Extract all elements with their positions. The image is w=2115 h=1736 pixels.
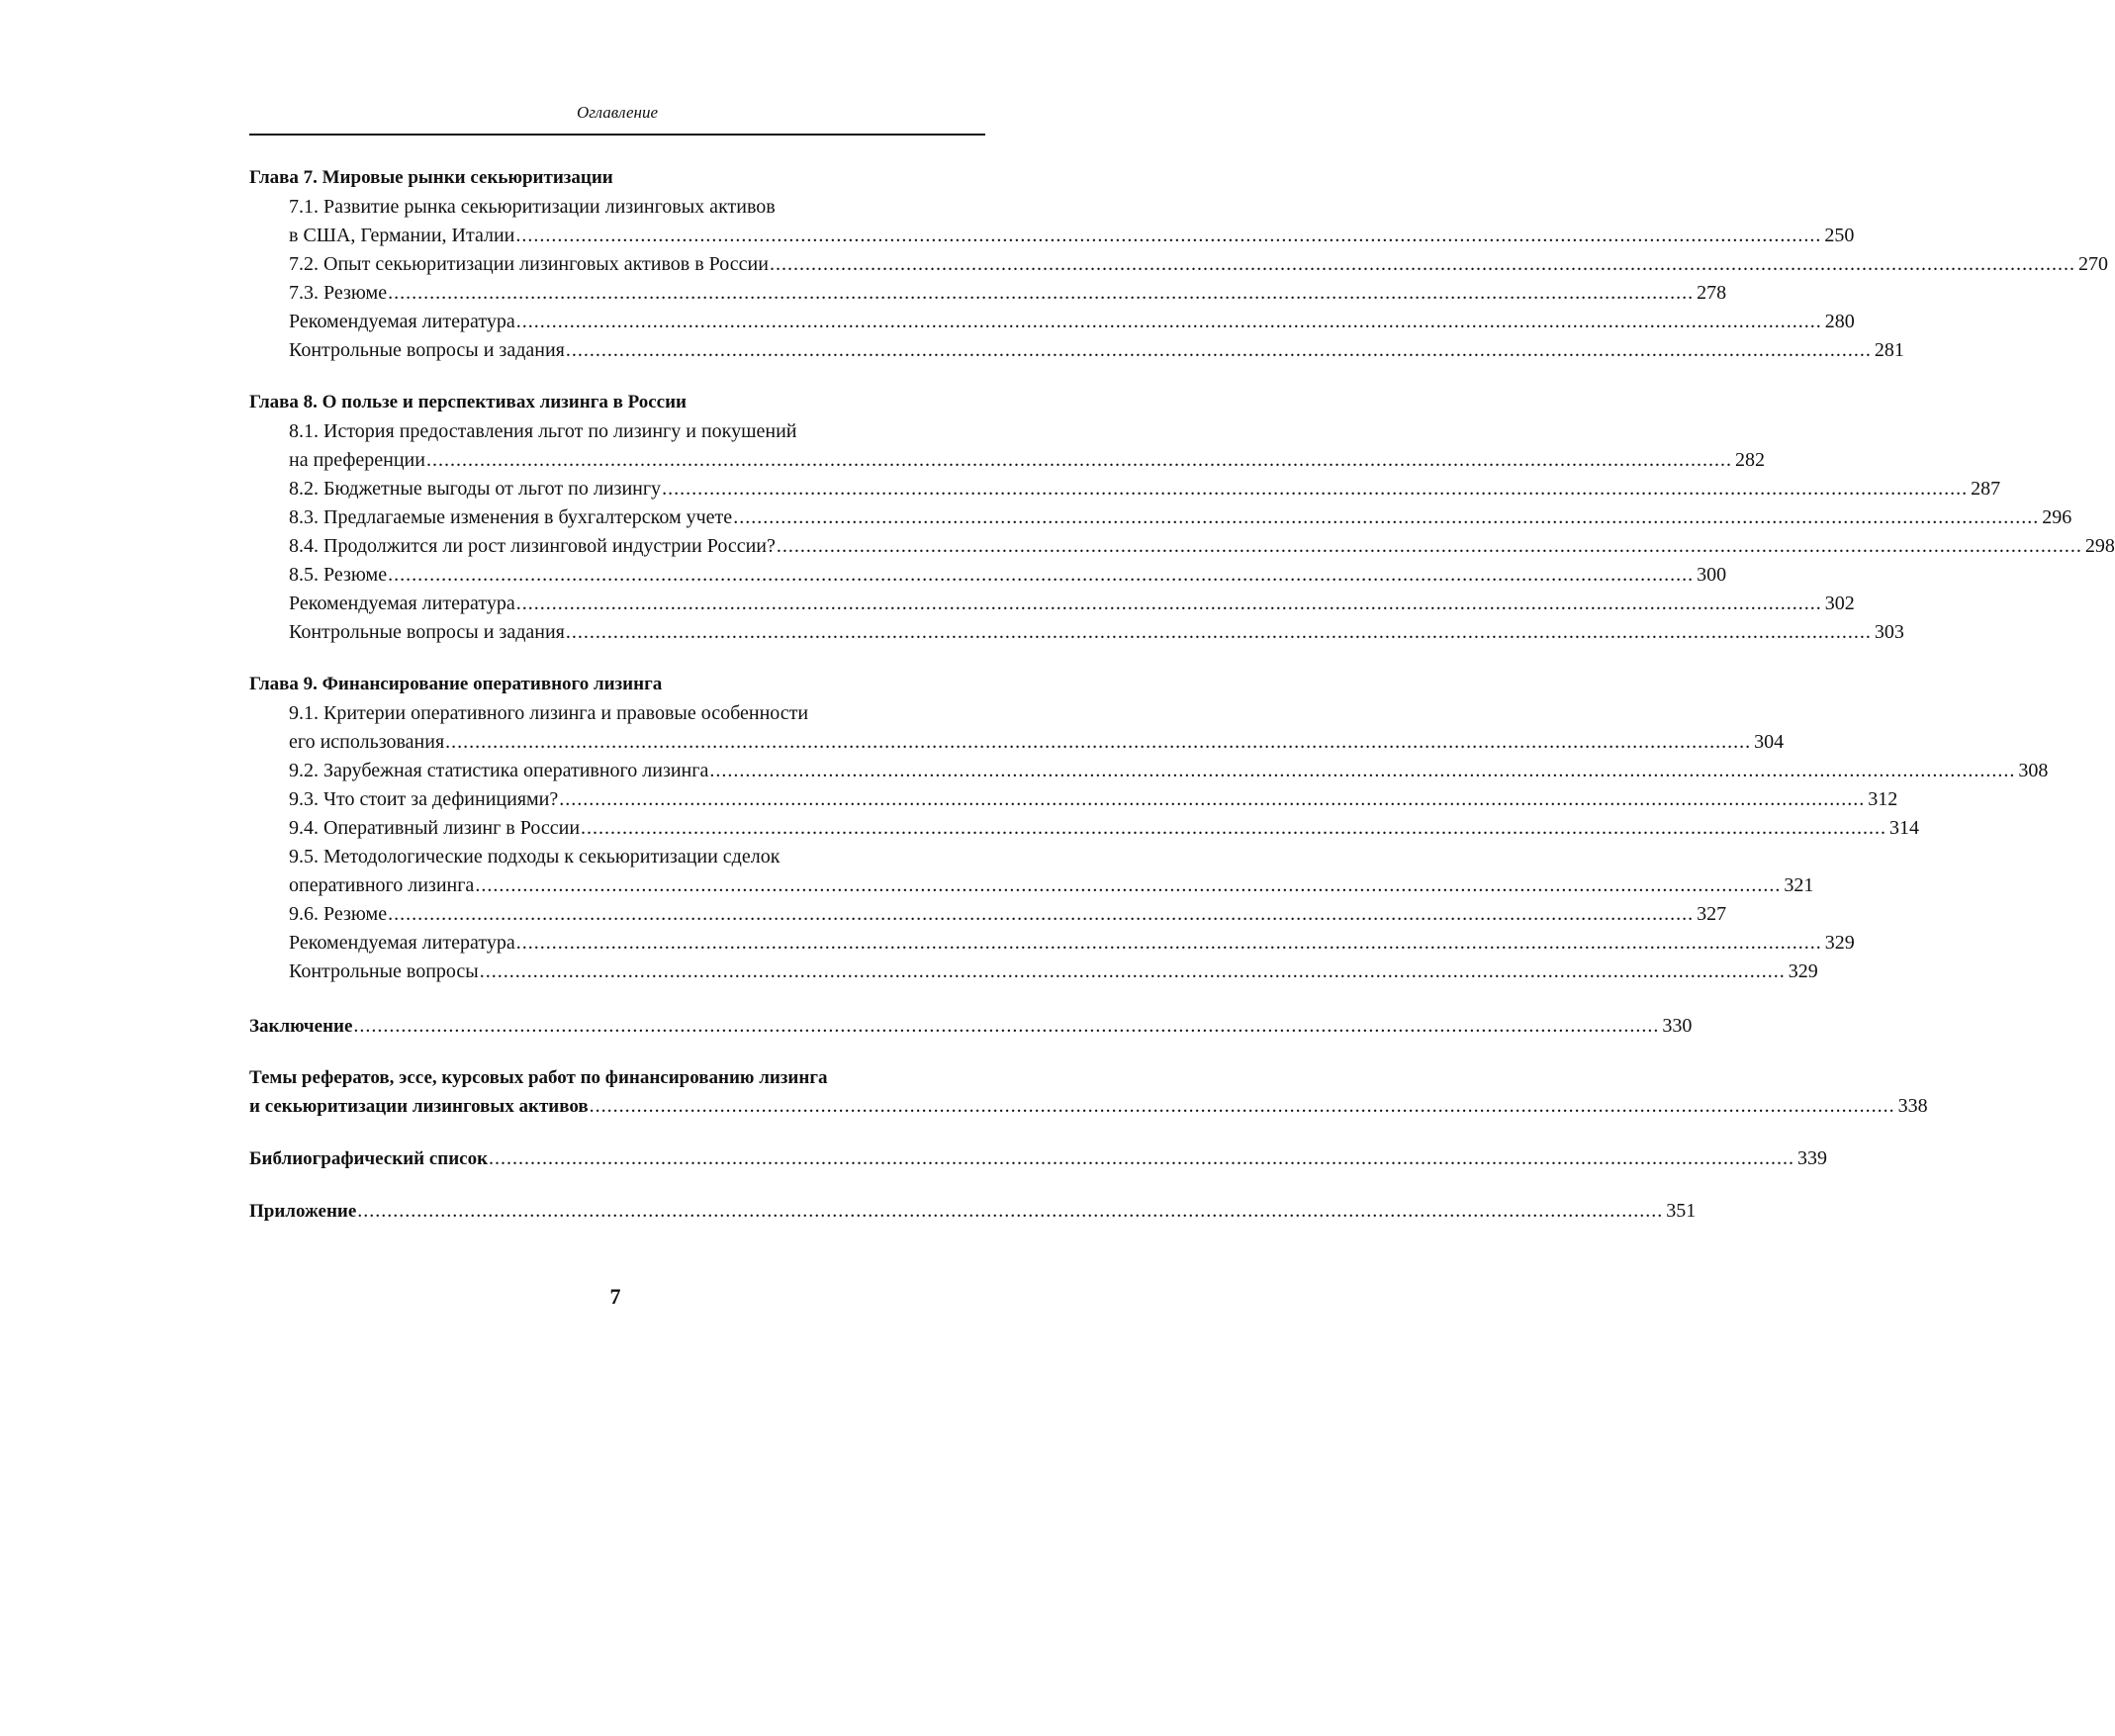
entry-title-line: Приложение [249, 1201, 357, 1222]
entry-title-line: на преференции [289, 449, 425, 471]
page-number-ref: 312 [1868, 788, 1898, 810]
leader-row [289, 618, 1904, 647]
back-matter-entry[interactable] [249, 1064, 1928, 1121]
entry-title-line: Контрольные вопросы и задания [289, 621, 565, 643]
page-number-ref: 314 [1889, 817, 1920, 839]
entry-title-line: 8.4. Продолжится ли рост лизинговой индустрии России? [289, 535, 776, 557]
leader-row [289, 785, 1898, 814]
entry-title-line: Рекомендуемая литература [289, 593, 515, 614]
entry-title-line: Рекомендуемая литература [289, 311, 515, 332]
toc-entry[interactable] [249, 279, 1727, 308]
entry-title-line: его использования [289, 731, 445, 753]
header-rule [249, 134, 985, 136]
toc-entry[interactable] [249, 308, 1855, 336]
leader-row [289, 336, 1904, 365]
toc-entry[interactable] [249, 561, 1727, 590]
dot-leader: ............................................................................................................................................................................................................................ [662, 478, 1969, 500]
leader-row [289, 561, 1727, 590]
entry-title-line: Заключение [249, 1016, 353, 1037]
entry-title-line: 9.4. Оперативный лизинг в России [289, 817, 581, 839]
chapter-title: Глава 7. Мировые рынки секьюритизации [249, 167, 613, 188]
page-number-ref: 302 [1824, 593, 1855, 614]
page-number-ref: 329 [1788, 960, 1818, 982]
page-number-ref: 280 [1824, 311, 1855, 332]
leader-row [289, 308, 1855, 336]
dot-leader: ............................................................................................................................................................................................................................ [388, 282, 1695, 304]
dot-leader: ............................................................................................................................................................................................................................ [388, 903, 1695, 925]
entry-title-line: 7.3. Резюме [289, 282, 388, 304]
page-number-ref: 330 [1662, 1015, 1693, 1037]
chapter-title: Глава 9. Финансирование оперативного лизинга [249, 674, 663, 694]
dot-leader: ............................................................................................................................................................................................................................ [425, 449, 1732, 471]
page-number-ref: 321 [1784, 874, 1814, 896]
toc-entry[interactable] [249, 757, 2049, 785]
entry-title-line: 9.5. Методологические подходы к секьюритизации сделок [289, 846, 781, 868]
toc-entry[interactable] [249, 475, 2001, 503]
page-number-ref: 282 [1734, 449, 1765, 471]
dot-leader: ............................................................................................................................................................................................................................ [357, 1200, 1664, 1222]
leader-row [289, 475, 2001, 503]
leader-row [249, 1092, 1928, 1121]
page-number-ref: 303 [1874, 621, 1904, 643]
back-matter-entry[interactable] [249, 1144, 1828, 1173]
dot-leader: ............................................................................................................................................................................................................................ [388, 564, 1695, 586]
dot-leader: ............................................................................................................................................................................................................................ [515, 932, 1822, 954]
entry-title-line: 9.2. Зарубежная статистика оперативного лизинга [289, 760, 709, 781]
leader-row [289, 958, 1818, 986]
dot-leader: ............................................................................................................................................................................................................................ [581, 817, 1887, 839]
entry-title-line: 9.1. Критерии оперативного лизинга и правовые особенности [289, 702, 809, 724]
page-number-ref: 300 [1697, 564, 1727, 586]
entry-title-line: 8.5. Резюме [289, 564, 388, 586]
toc-entry[interactable] [249, 958, 1818, 986]
dot-leader: ............................................................................................................................................................................................................................ [776, 535, 2082, 557]
toc-entry[interactable] [249, 503, 2072, 532]
leader-row [289, 279, 1727, 308]
page-number-ref: 351 [1666, 1200, 1697, 1222]
dot-leader: ............................................................................................................................................................................................................................ [515, 225, 1822, 246]
entry-title-line: Рекомендуемая литература [289, 932, 515, 954]
toc-entry[interactable] [249, 699, 1785, 757]
page-number: 7 [609, 1284, 621, 1309]
page-number-ref: 339 [1797, 1147, 1828, 1169]
toc-entry[interactable] [249, 929, 1855, 958]
leader-row [289, 250, 2108, 279]
leader-row [249, 1197, 1697, 1226]
leader-row [249, 1144, 1828, 1173]
page-number-ref: 287 [1971, 478, 2001, 500]
dot-leader: ............................................................................................................................................................................................................................ [589, 1095, 1895, 1117]
page-number-ref: 304 [1754, 731, 1785, 753]
leader-row [249, 1012, 1693, 1041]
page-number-ref: 338 [1897, 1095, 1928, 1117]
dot-leader: ............................................................................................................................................................................................................................ [733, 506, 2040, 528]
toc-entry[interactable] [249, 785, 1898, 814]
toc-entry[interactable] [249, 417, 1765, 475]
toc-entry[interactable] [249, 618, 1904, 647]
toc-entry[interactable] [249, 250, 2108, 279]
entry-title-line: и секьюритизации лизинговых активов [249, 1096, 589, 1117]
dot-leader: ............................................................................................................................................................................................................................ [515, 311, 1822, 332]
page-number-ref: 308 [2018, 760, 2049, 781]
entry-title-line: 7.1. Развитие рынка секьюритизации лизинговых активов [289, 196, 776, 218]
dot-leader: ............................................................................................................................................................................................................................ [565, 621, 1872, 643]
dot-leader: ............................................................................................................................................................................................................................ [353, 1015, 1660, 1037]
leader-row [289, 503, 2072, 532]
entry-title-line: 9.3. Что стоит за дефинициями? [289, 788, 559, 810]
dot-leader: ............................................................................................................................................................................................................................ [565, 339, 1872, 361]
dot-leader: ............................................................................................................................................................................................................................ [769, 253, 2075, 275]
toc-entry[interactable] [249, 900, 1727, 929]
entry-title-line: в США, Германии, Италии [289, 225, 515, 246]
toc-entry[interactable] [249, 590, 1855, 618]
page-number-ref: 250 [1824, 225, 1855, 246]
table-of-contents [249, 166, 2115, 1249]
entry-title-line: Контрольные вопросы [289, 960, 479, 982]
dot-leader: ............................................................................................................................................................................................................................ [445, 731, 1752, 753]
toc-entry[interactable] [249, 532, 2115, 561]
dot-leader: ............................................................................................................................................................................................................................ [559, 788, 1866, 810]
page-number-ref: 296 [2042, 506, 2072, 528]
chapter-section [249, 166, 2108, 365]
dot-leader: ............................................................................................................................................................................................................................ [475, 874, 1782, 896]
leader-row [289, 814, 1920, 843]
dot-leader: ............................................................................................................................................................................................................................ [515, 593, 1822, 614]
entry-title-line: Темы рефератов, эссе, курсовых работ по финансированию лизинга [249, 1067, 828, 1088]
back-matter-entry[interactable] [249, 1012, 1693, 1041]
toc-entry[interactable] [249, 814, 1920, 843]
page-number-ref: 281 [1874, 339, 1904, 361]
leader-row [289, 929, 1855, 958]
toc-entry[interactable] [249, 336, 1904, 365]
entry-title-line: 9.6. Резюме [289, 903, 388, 925]
leader-row [289, 728, 1785, 757]
leader-row [289, 222, 1855, 250]
entry-title-line: 8.2. Бюджетные выгоды от льгот по лизингу [289, 478, 662, 500]
entry-title-line: Библиографический список [249, 1148, 489, 1169]
back-matter-entry[interactable] [249, 1197, 1697, 1226]
leader-row [289, 900, 1727, 929]
page-number-ref: 278 [1697, 282, 1727, 304]
chapter-title: Глава 8. О пользе и перспективах лизинга в России [249, 392, 687, 412]
leader-row [289, 532, 2115, 561]
leader-row [289, 446, 1765, 475]
leader-row [289, 590, 1855, 618]
chapter-section [249, 391, 2115, 647]
page-number-ref: 270 [2077, 253, 2108, 275]
entry-title-line: 8.1. История предоставления льгот по лизингу и покушений [289, 420, 797, 442]
leader-row [289, 757, 2049, 785]
page-number-ref: 298 [2084, 535, 2115, 557]
dot-leader: ............................................................................................................................................................................................................................ [489, 1147, 1795, 1169]
entry-title-line: оперативного лизинга [289, 874, 475, 896]
toc-entry[interactable] [249, 843, 1814, 900]
running-head: Оглавление [576, 103, 659, 122]
toc-entry[interactable] [249, 193, 1855, 250]
chapter-section [249, 673, 2049, 986]
page-number-ref: 327 [1697, 903, 1727, 925]
leader-row [289, 871, 1814, 900]
page-number-ref: 329 [1824, 932, 1855, 954]
dot-leader: ............................................................................................................................................................................................................................ [479, 960, 1786, 982]
entry-title-line: 8.3. Предлагаемые изменения в бухгалтерском учете [289, 506, 733, 528]
entry-title-line: 7.2. Опыт секьюритизации лизинговых активов в России [289, 253, 769, 275]
entry-title-line: Контрольные вопросы и задания [289, 339, 565, 361]
dot-leader: ............................................................................................................................................................................................................................ [709, 760, 2016, 781]
